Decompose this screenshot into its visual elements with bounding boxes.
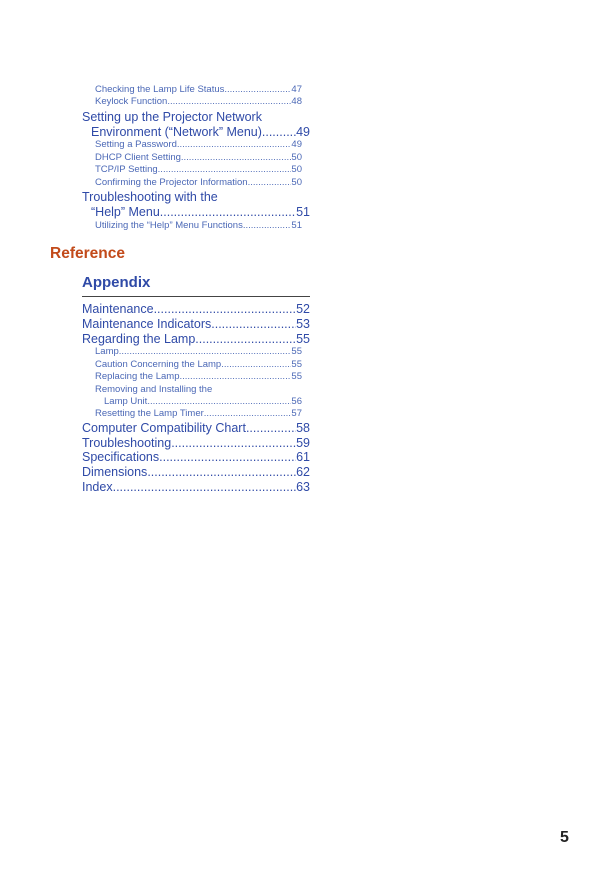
toc-entry-troubleshooting-help-line1[interactable]: Troubleshooting with the [82, 190, 218, 205]
toc-entry-password[interactable]: Setting a Password ..... 49 [82, 139, 310, 151]
toc-entry-replacing-lamp[interactable]: Replacing the Lamp ..... 55 [82, 371, 310, 383]
toc-entry-lamp[interactable]: Lamp ..... 55 [82, 346, 310, 358]
toc-appendix-section [82, 302, 310, 495]
toc-entry-help-functions[interactable]: Utilizing the “Help” Menu Functions ..... 51 [82, 220, 310, 232]
appendix-divider [82, 296, 310, 297]
toc-entry-keylock[interactable]: Keylock Function ..... 48 [82, 96, 310, 108]
toc-entry-confirm-info[interactable]: Confirming the Projector Information ..... 50 [82, 177, 310, 189]
toc-entry-dhcp[interactable]: DHCP Client Setting ..... 50 [82, 152, 310, 164]
toc-entry-troubleshooting[interactable]: Troubleshooting ..... 59 [82, 436, 310, 451]
toc-entry-tcpip[interactable]: TCP/IP Setting ..... 50 [82, 164, 310, 176]
toc-entry-compat-chart[interactable]: Computer Compatibility Chart ..... 58 [82, 421, 310, 436]
toc-entry-lamp-life[interactable]: Checking the Lamp Life Status ..... 47 [82, 84, 310, 96]
toc-continued-section [82, 84, 310, 232]
toc-entry-index[interactable]: Index ..... 63 [82, 480, 310, 495]
page-number: 5 [560, 829, 569, 846]
toc-entry-network-setup[interactable]: Environment (“Network” Menu) ..... 49 [82, 125, 310, 140]
toc-entry-troubleshooting-help[interactable]: “Help” Menu ..... 51 [82, 205, 310, 220]
toc-entry-maintenance[interactable]: Maintenance ..... 52 [82, 302, 310, 317]
toc-entry-network-setup-line1[interactable]: Setting up the Projector Network [82, 109, 262, 124]
toc-entry-caution-lamp[interactable]: Caution Concerning the Lamp ..... 55 [82, 359, 310, 371]
toc-entry-specifications[interactable]: Specifications ..... 61 [82, 450, 310, 465]
toc-entry-dimensions[interactable]: Dimensions ..... 62 [82, 465, 310, 480]
toc-entry-removing-lamp-line1[interactable]: Removing and Installing the [95, 383, 213, 395]
appendix-heading: Appendix [82, 274, 151, 291]
toc-entry-regarding-lamp[interactable]: Regarding the Lamp ..... 55 [82, 332, 310, 347]
reference-heading: Reference [50, 245, 125, 262]
toc-entry-resetting-timer[interactable]: Resetting the Lamp Timer ..... 57 [82, 408, 310, 420]
toc-entry-maintenance-indicators[interactable]: Maintenance Indicators ..... 53 [82, 317, 310, 332]
toc-entry-removing-lamp[interactable]: Lamp Unit ..... 56 [82, 396, 310, 408]
